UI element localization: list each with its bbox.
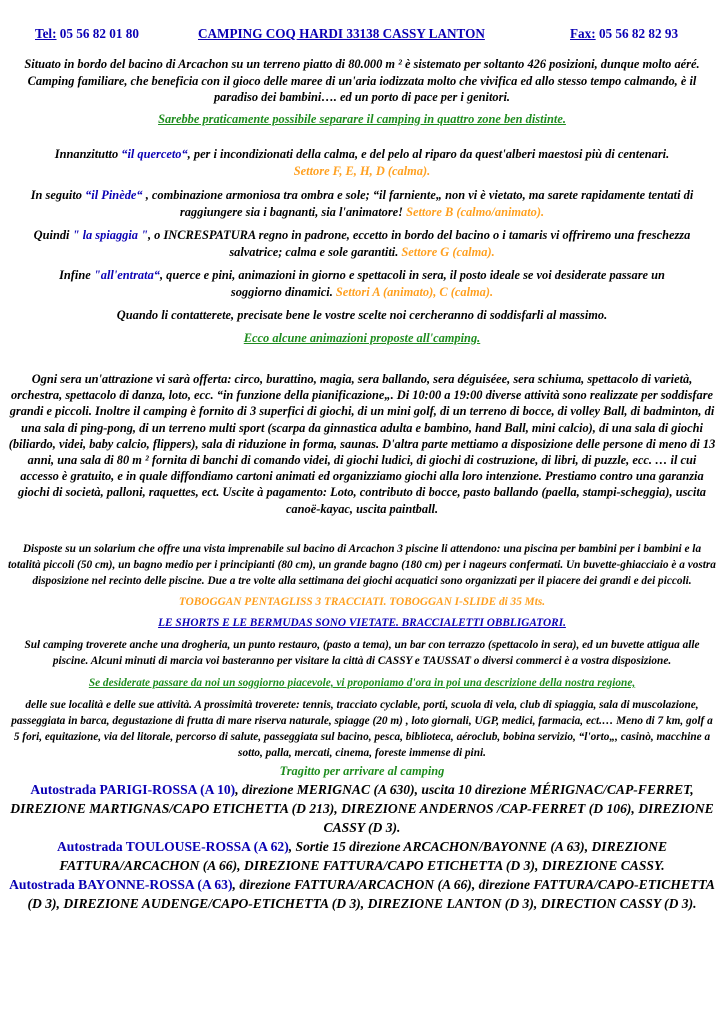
zones-heading: Sarebbe praticamente possibile separare il camping in quattro zone ben distinte. <box>158 111 566 126</box>
phone-number: 05 56 82 01 80 <box>59 26 139 41</box>
zone-querceto <box>8 146 716 179</box>
route-heading: Tragitto per arrivare al camping <box>279 763 445 778</box>
zone-sector: Settore F, E, H, D (calma). <box>293 163 431 178</box>
zone-text: , per i incondizionati della calma, e del pelo al riparo da quest'alberi maestosi più di centenari. <box>187 147 670 161</box>
header-line <box>8 26 716 46</box>
route-directions: , direzione FATTURA/ARCACHON (A 66), direzione FATTURA/CAPO-ETICHETTA (D 3), DIREZIONE AUDENGE/CAPO-ETICHETTA (D 3), DIREZIONE LANTON (D 3), DIRECTION CASSY (D 3). <box>27 877 715 912</box>
route-directions: , Sortie 15 direzione ARCACHON/BAYONNE (A 63), DIREZIONE FATTURA/ARCACHON (A 66), DIREZIONE FATTURA/CAPO ETICHETTA (D 3), DIREZIONE CASSY. <box>59 839 668 874</box>
phone-label: Tel: <box>35 26 57 41</box>
fax-label: Fax: <box>570 26 596 41</box>
zone-text: , querce e pini, animazioni in giorno e spettacoli in sera, il posto ideale se voi desiderate passare un soggiorno dinamici. <box>159 268 665 299</box>
highway-name: Autostrada BAYONNE-ROSSA (A 63) <box>9 877 233 893</box>
zone-spiaggia <box>8 227 716 260</box>
route-directions: , direzione MERIGNAC (A 630), uscita 10 direzione MÉRIGNAC/CAP-FERRET, DIREZIONE MARTIGNAS/CAPO ETICHETTA (D 213), DIREZIONE ANDERNOS /CAP-FERRET (D 106), DIREZIONE CASSY (D 3). <box>10 782 714 836</box>
fax-number: 05 56 82 82 93 <box>598 26 679 41</box>
zone-sector: Settori A (animato), C (calma). <box>335 284 494 299</box>
pools-paragraph: Disposte su un solarium che offre una vista imprenabile sul bacino di Arcachon 3 piscine li attendono: una piscina per bambini per i bambini e la totalità piccoli (50 cm), un bagno medio per i principianti (80 cm), un grande bagno (180 cm) per i nageurs confermati. Un buvette-ghiacciaio è a vostra disposizione nel recinto delle piscine. Due a tre volte alla settimana dei giochi acquatici sono organizzati per il piacere dei grandi e dei piccoli. <box>8 542 716 587</box>
services-paragraph: Sul camping troverete anche una drogheria, un punto restauro, (pasto a tema), un bar con terrazzo (spettacolo in sera), ed un buvette attigua alle piscine. Alcuni minuti di marcia voi basteranno per visitare la città di CASSY e TAUSSAT o diversi commerci è a vostra disposizione. <box>24 638 700 667</box>
zone-name: " la spiaggia " <box>72 228 148 242</box>
zone-sector: Settore B (calmo/animato). <box>406 204 545 219</box>
fax-info <box>570 26 678 42</box>
route-bayonne <box>8 875 716 913</box>
zone-name: “il querceto“ <box>121 147 188 161</box>
animations-paragraph: Ogni sera un'attrazione vi sarà offerta: circo, burattino, magia, sera ballando, sera déguiséee, sera schiuma, spettacolo di varietà, orchestra, spettacolo di danza, loto, ecc. “in funzione della pianificazione„. Di 10:00 a 19:00 diverse attività sono realizzate per soddisfare grandi e piccoli. Inoltre il camping è fornito di 3 superfici di giochi, di un mini golf, di un terreno di bocce, di volley Ball, di badminton, di una sala di ping-pong, di un terreno multi sport (scarpa da ginnastica adulta e bambino, hand Ball, mini calcio), di una sala di giochi (biliardo, videi, baby calcio, flippers), sala di riduzione in forma, saunas. D'altra parte mettiamo a disposizione delle persone di meno di 13 anni, una sala di 80 m ² fornita di banchi di comando videi, di giochi ludici, di giochi di costruzione, di libri, di puzzle, ecc. … il cui accesso è gratuito, e in quale diffondiamo cartoni animati ed organizziamo giochi alla loro intenzione. Prestiamo contro una garanzia giochi di società, palloni, raquettes, ect. Uscite à pagamento: Loto, contributo di bocce, pasto ballando (paella, stampi-scheggia), uscita canoë-kayac, uscita paintball. <box>8 372 716 516</box>
zone-name: "all'entrata“ <box>93 268 160 282</box>
contact-line: Quando li contatterete, precisate bene le vostre scelte noi cercheranno di soddisfarli al massimo. <box>116 308 608 322</box>
zone-name: “il Pinède“ <box>85 188 143 202</box>
route-paris <box>8 780 716 837</box>
zone-lead: In seguito <box>30 188 86 202</box>
highway-name: Autostrada PARIGI-ROSSA (A 10) <box>30 782 236 798</box>
toboggan-line: TOBOGGAN PENTAGLISS 3 TRACCIATI. TOBOGGAN I-SLIDE di 35 Mts. <box>178 595 546 608</box>
shorts-line: LE SHORTS E LE BERMUDAS SONO VIETATE. BRACCIALETTI OBBLIGATORI. <box>158 616 566 629</box>
region-heading: Se desiderate passare da noi un soggiorno piacevole, vi proponiamo d'ora in poi una descrizione della nostra regione, <box>88 676 636 689</box>
zone-lead: Infine <box>59 268 94 282</box>
zone-text: , o INCRESPATURA regno in padrone, eccetto in bordo del bacino o i tamaris vi offriremo una freschezza salvatrice; calma e sole garantiti. <box>147 228 691 259</box>
highway-name: Autostrada TOULOUSE-ROSSA (A 62) <box>56 839 289 855</box>
route-toulouse <box>8 837 716 875</box>
intro-paragraph: Situato in bordo del bacino di Arcachon su un terreno piatto di 80.000 m ² è sistemato per soltanto 426 posizioni, dunque molto aéré. Camping familiare, che beneficia con il gioco delle maree di un'aria iodizzata molto che vivifica ed allo stesso tempo calmando, è il paradiso dei bambini…. ed un porto di pace per i genitori. <box>24 57 700 104</box>
zone-text: , combinazione armoniosa tra ombra e sole; “il farniente„ non vi è vietato, ma sarete rapidamente tentati di raggiungere sia i bagnanti, sia l'animatore! <box>142 188 694 219</box>
animations-heading: Ecco alcune animazioni proposte all'camping. <box>243 330 481 345</box>
zone-entrata <box>8 267 716 300</box>
camping-name: CAMPING COQ HARDI 33138 CASSY LANTON <box>198 26 485 41</box>
zone-sector: Settore G (calma). <box>401 244 495 259</box>
zone-lead: Innanzitutto <box>54 147 122 161</box>
zone-lead: Quindi <box>33 228 73 242</box>
region-paragraph: delle sue località e delle sue attività. A prossimità troverete: tennis, tracciato cyclable, porti, scuola di vela, club di spiaggia, sala di muscolazione, passeggiata in barca, degustazione di frutta di mare riserva naturale, spiagge (20 m) , loto giornali, UGP, medici, farmacia, ect.… Meno di 7 km, golf a 5 fori, equitazione, via del litorale, percorso di salute, passeggiata sul bacino, pesca, biblioteca, aéroclub, bobina servizio, “l'orto„, casinò, macchine a sotto, palla, mercati, cinema, foreste immense di pini. <box>11 698 713 759</box>
zone-pinede <box>8 187 716 220</box>
phone-info <box>35 26 139 42</box>
